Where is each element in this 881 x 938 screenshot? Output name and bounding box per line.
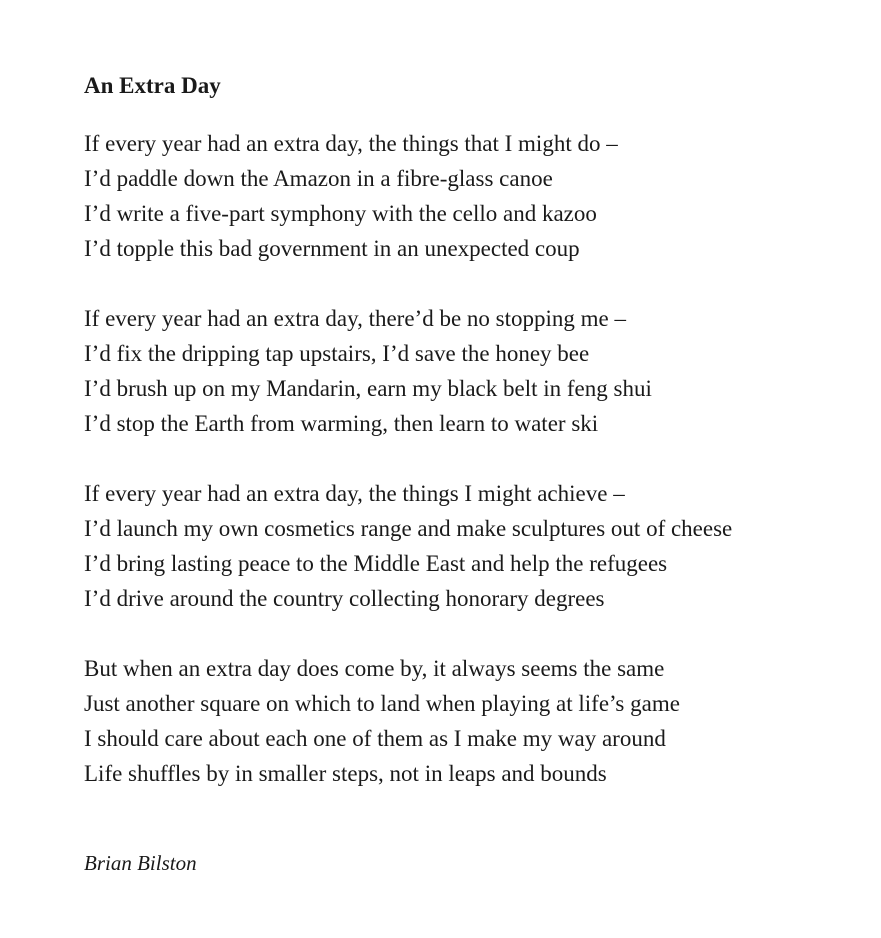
poem-title: An Extra Day <box>84 73 221 98</box>
poem-line: But when an extra day does come by, it always seems the same <box>84 656 665 681</box>
stanza-3 <box>84 476 864 616</box>
stanza-2 <box>84 301 864 441</box>
poem-line: I’d bring lasting peace to the Middle East and help the refugees <box>84 551 668 576</box>
poem-line: If every year had an extra day, the things that I might do – <box>84 131 618 156</box>
poem-document <box>84 70 864 826</box>
poem-line: I’d paddle down the Amazon in a fibre-glass canoe <box>84 166 553 191</box>
stanza-4 <box>84 651 864 791</box>
stanza-1 <box>84 126 864 266</box>
poem-line: Just another square on which to land when playing at life’s game <box>84 691 680 716</box>
poem-line: I’d topple this bad government in an unexpected coup <box>84 236 580 261</box>
poem-line: I should care about each one of them as I make my way around <box>84 726 666 751</box>
poem-line: I’d brush up on my Mandarin, earn my black belt in feng shui <box>84 376 652 401</box>
poem-line: If every year had an extra day, the things I might achieve – <box>84 481 625 506</box>
poem-line: I’d drive around the country collecting honorary degrees <box>84 586 605 611</box>
poem-line: I’d launch my own cosmetics range and make sculptures out of cheese <box>84 516 733 541</box>
poem-line: I’d stop the Earth from warming, then learn to water ski <box>84 411 599 436</box>
poem-line: I’d fix the dripping tap upstairs, I’d save the honey bee <box>84 341 590 366</box>
poem-line: If every year had an extra day, there’d be no stopping me – <box>84 306 626 331</box>
poem-author: Brian Bilston <box>84 851 197 875</box>
poem-line: Life shuffles by in smaller steps, not in leaps and bounds <box>84 761 607 786</box>
poem-line: I’d write a five-part symphony with the cello and kazoo <box>84 201 597 226</box>
